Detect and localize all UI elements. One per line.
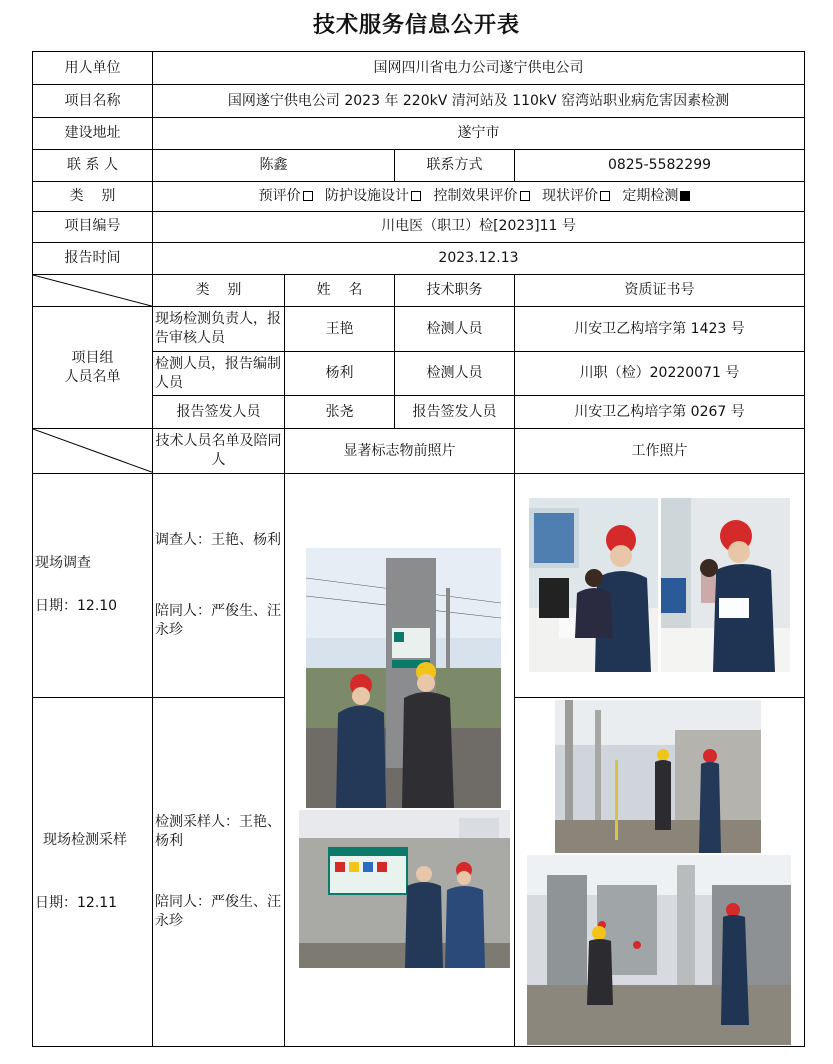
project-value: 国网遂宁供电公司 2023 年 220kV 清河站及 110kV 窑湾站职业病危害因素检测 — [153, 85, 805, 118]
survey-label-cell — [33, 473, 153, 697]
checkbox-icon[interactable] — [303, 191, 313, 201]
category-label: 类 别 — [33, 181, 153, 211]
report-time-label: 报告时间 — [33, 242, 153, 274]
option-pre-evaluation: 预评价 — [259, 188, 321, 204]
diagonal-line-icon — [33, 429, 152, 472]
landmark-photo-sign — [306, 548, 501, 808]
member-cert: 川安卫乙构培字第 0267 号 — [515, 396, 805, 429]
member-name: 王艳 — [285, 306, 395, 351]
unit-value: 国网四川省电力公司遂宁供电公司 — [153, 52, 805, 85]
sampling-samplers: 检测采样人：王艳、杨利 — [155, 813, 281, 849]
category-options — [153, 181, 805, 211]
member-cert: 川职（检）20220071 号 — [515, 352, 805, 396]
member-name: 杨利 — [285, 352, 395, 396]
sampling-escorts: 陪同人：严俊生、汪永珍 — [155, 893, 281, 929]
members-header-title: 技术职务 — [395, 274, 515, 306]
unit-label: 用人单位 — [33, 52, 153, 85]
option-protection-design: 防护设施设计 — [325, 188, 429, 204]
photos-header-staff: 技术人员名单及陪同人 — [153, 429, 285, 473]
number-label: 项目编号 — [33, 211, 153, 242]
checkbox-checked-icon[interactable] — [680, 191, 690, 201]
contact-value: 陈鑫 — [153, 150, 395, 181]
number-value: 川电医（职卫）检[2023]11 号 — [153, 211, 805, 242]
members-header-cert: 资质证书号 — [515, 274, 805, 306]
option-status-evaluation: 现状评价 — [542, 188, 618, 204]
address-label: 建设地址 — [33, 118, 153, 150]
photos-header-work: 工作照片 — [515, 429, 805, 473]
diagonal-line-icon — [33, 275, 152, 306]
survey-date: 日期：12.10 — [35, 598, 118, 615]
checkbox-icon[interactable] — [520, 191, 530, 201]
members-header-name: 姓 名 — [285, 274, 395, 306]
survey-label: 现场调查 — [35, 555, 91, 572]
page-title: 技术服务信息公开表 — [312, 13, 520, 38]
address-value: 遂宁市 — [153, 118, 805, 150]
photos-header-landmark: 显著标志物前照片 — [285, 429, 515, 473]
phone-label: 联系方式 — [395, 150, 515, 181]
member-name: 张尧 — [285, 396, 395, 429]
member-title: 检测人员 — [395, 306, 515, 351]
diagonal-header-cell — [33, 429, 153, 473]
members-header-category: 类 别 — [153, 274, 285, 306]
option-periodic-inspection: 定期检测 — [622, 188, 698, 204]
report-time-value: 2023.12.13 — [153, 242, 805, 274]
members-group-label: 项目组 人员名单 — [33, 306, 153, 428]
checkbox-icon[interactable] — [411, 191, 421, 201]
project-label: 项目名称 — [33, 85, 153, 118]
landmark-photo-notice-board — [299, 810, 510, 968]
sampling-work-photo-equipment — [527, 855, 791, 1045]
option-control-evaluation: 控制效果评价 — [434, 188, 538, 204]
member-title: 报告签发人员 — [395, 396, 515, 429]
contact-label: 联 系 人 — [33, 150, 153, 181]
member-title: 检测人员 — [395, 352, 515, 396]
sampling-work-photo-fence — [555, 700, 761, 853]
survey-work-photo-office-2 — [661, 498, 790, 672]
phone-value: 0825-5582299 — [515, 150, 805, 181]
checkbox-icon[interactable] — [600, 191, 610, 201]
sampling-staff-cell — [153, 697, 285, 1046]
survey-work-photo-office-1 — [529, 498, 658, 672]
survey-staff-cell — [153, 473, 285, 697]
sampling-date: 日期：12.11 — [35, 894, 118, 911]
member-cert: 川安卫乙构培字第 1423 号 — [515, 306, 805, 351]
sampling-label-cell — [33, 697, 153, 1046]
diagonal-header-cell — [33, 274, 153, 306]
survey-escorts: 陪同人：严俊生、汪永珍 — [155, 602, 281, 638]
survey-investigators: 调查人：王艳、杨利 — [155, 531, 281, 548]
member-category: 报告签发人员 — [153, 396, 285, 429]
member-category: 现场检测负责人，报告审核人员 — [153, 306, 285, 351]
member-category: 检测人员，报告编制人员 — [153, 352, 285, 396]
sampling-label: 现场检测采样 — [43, 831, 127, 848]
